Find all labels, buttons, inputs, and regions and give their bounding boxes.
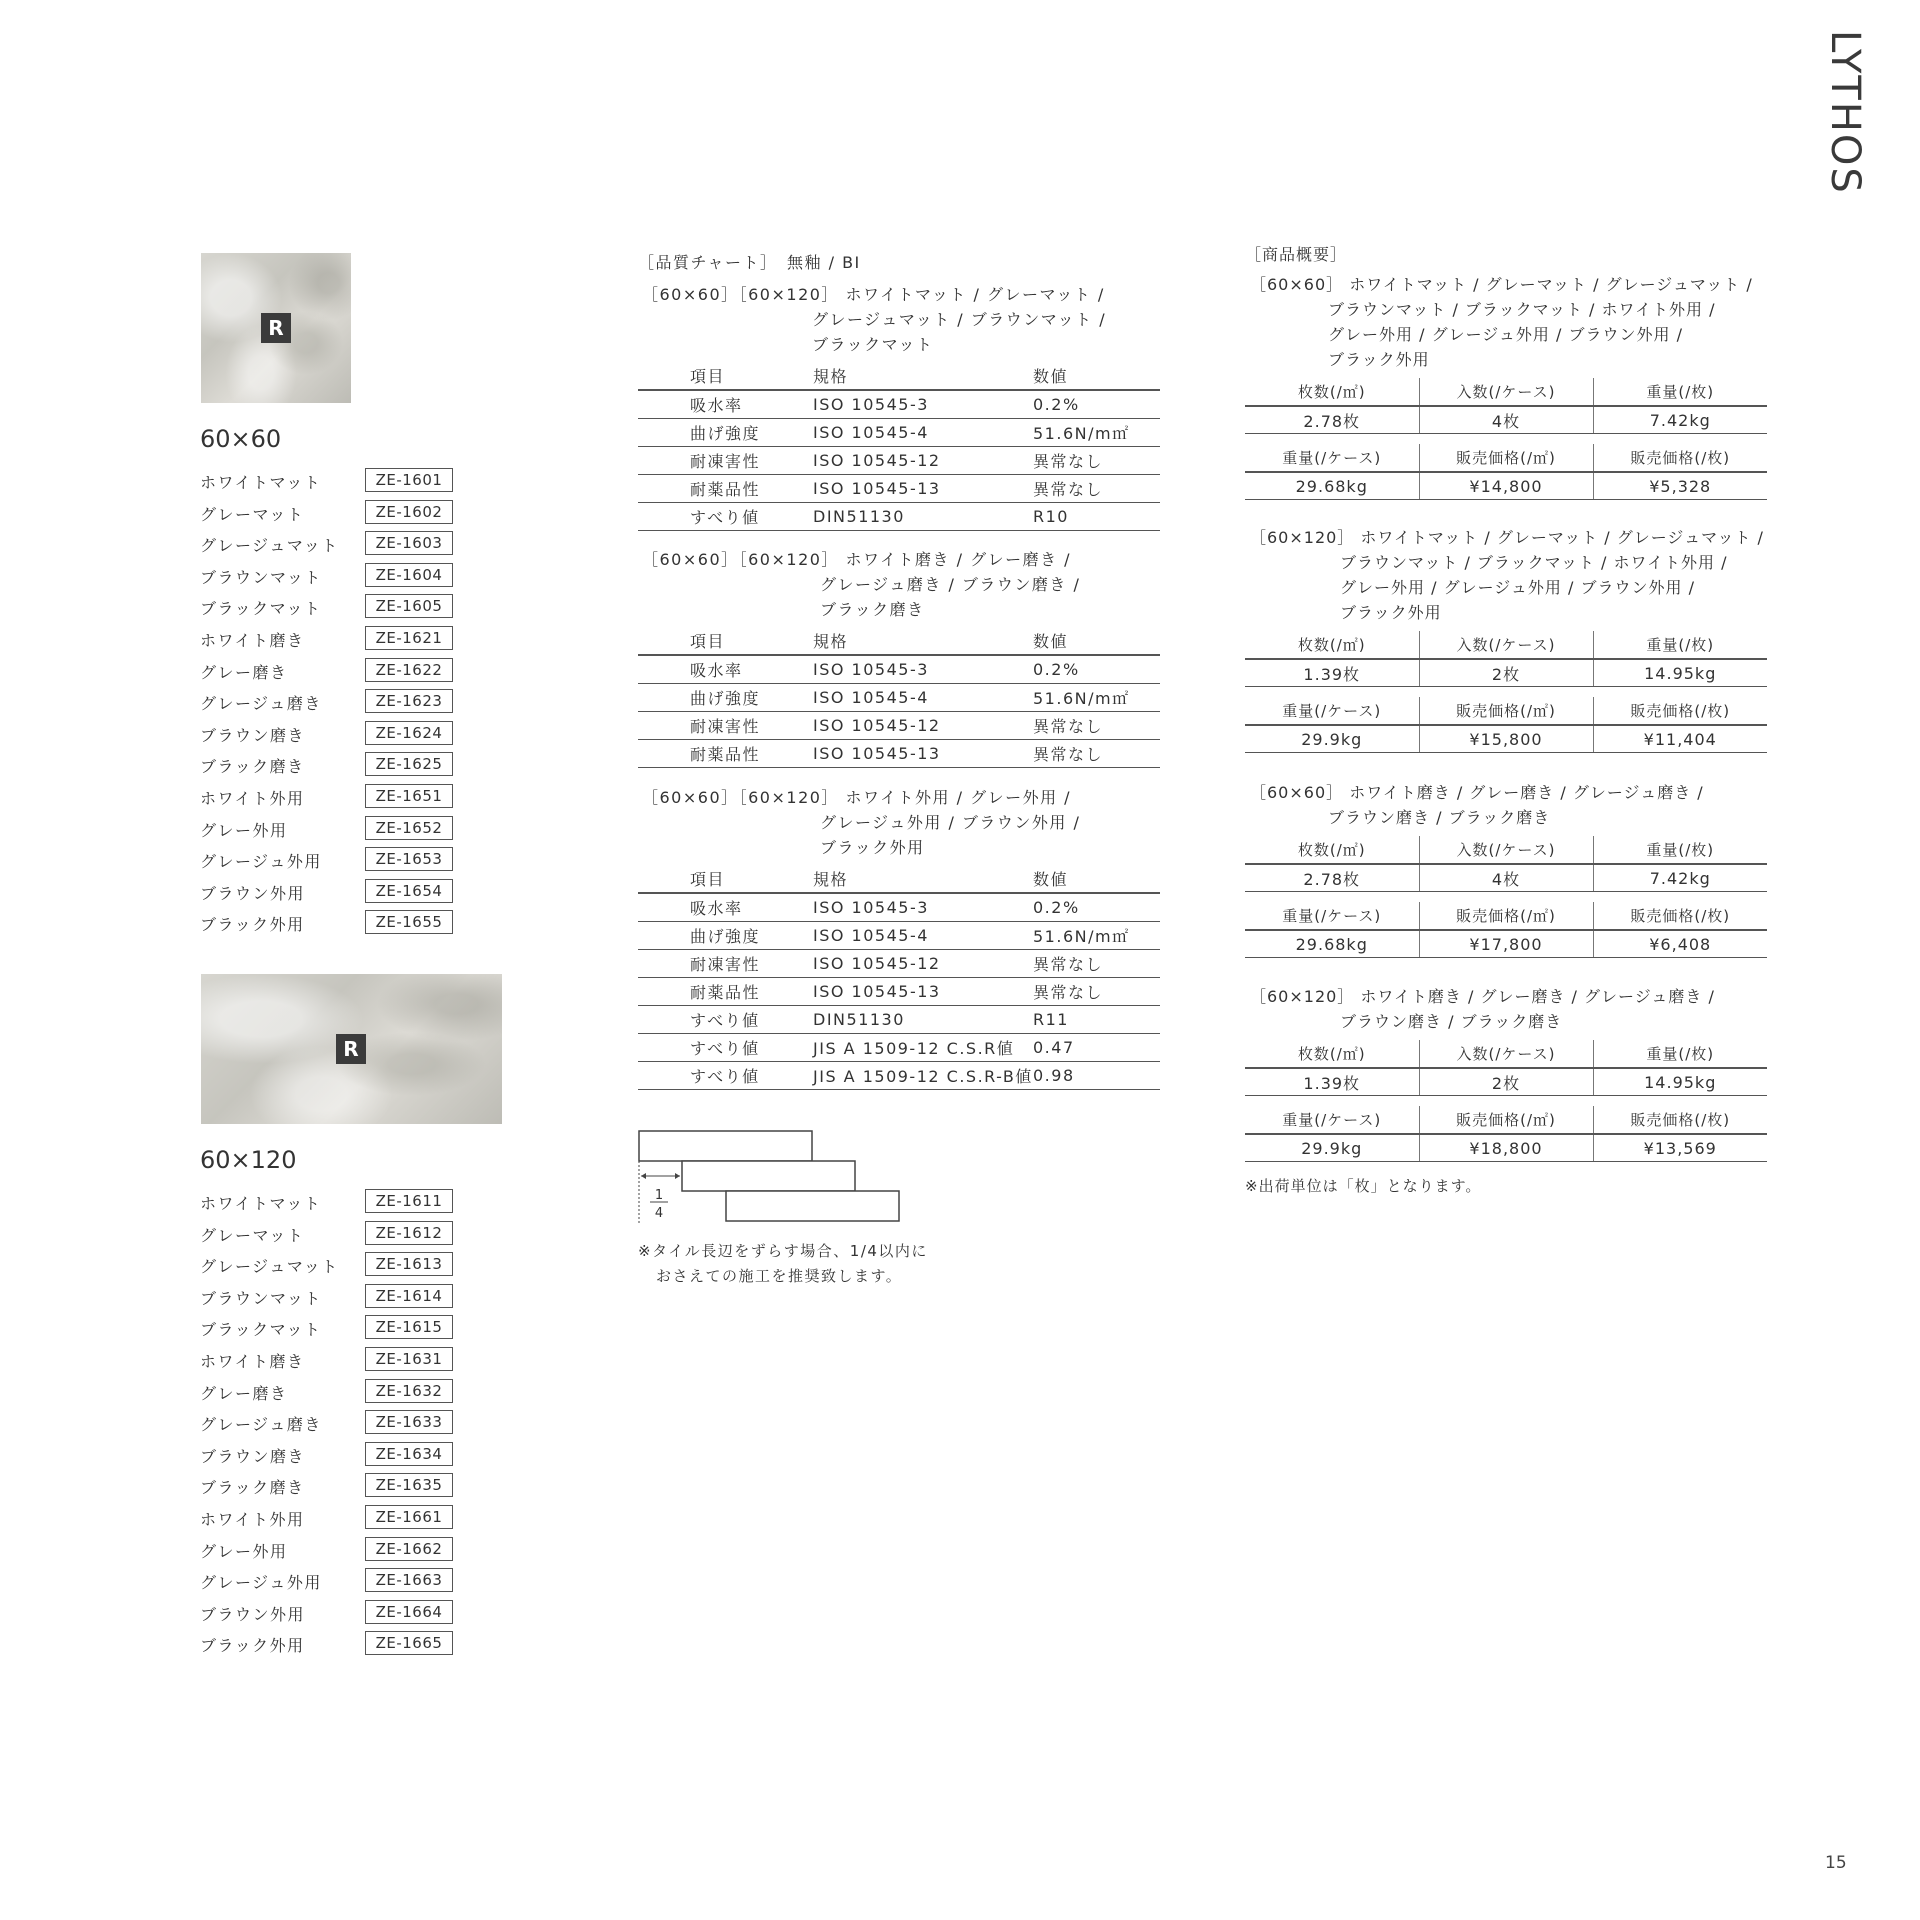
product-name: ブラックマット [200,599,322,619]
quality-row [638,978,1160,1006]
overview-value-cell: 14.95kg [1593,659,1767,687]
overview-value-row [1245,1134,1767,1162]
product-name: グレー磨き [200,662,288,682]
overview-value-cell: 29.9kg [1245,725,1419,753]
quality-cell: 耐凍害性 [638,950,813,978]
quality-cell: DIN51130 [813,503,1033,531]
stagger-note-line: おさえての施工を推奨致します。 [656,1267,903,1285]
quality-cell: 異常なし [1033,475,1160,503]
overview-spacer-cell [1419,434,1593,445]
product-code: ZE-1604 [365,563,453,587]
overview-header-row [1245,444,1767,472]
quality-cell: 51.6N/m㎡ [1033,684,1160,712]
product-code: ZE-1612 [365,1221,453,1245]
quality-cell: 異常なし [1033,740,1160,768]
quality-group-heading: グレージュ外用 / ブラウン外用 / [820,813,1081,832]
quality-cell: JIS A 1509-12 C.S.R-B値 [813,1062,1033,1090]
tile-stagger-diagram [638,1130,908,1225]
overview-header-row [1245,378,1767,406]
quality-row [638,712,1160,740]
quality-table [638,362,1160,531]
quality-row [638,419,1160,447]
product-code: ZE-1664 [365,1600,453,1624]
overview-group-heading: ブラック外用 [1328,350,1430,369]
product-code: ZE-1665 [365,1631,453,1655]
overview-header-cell: 入数(/ケース) [1419,836,1593,864]
page-number: 15 [1825,1853,1847,1873]
product-name: ブラックマット [200,1320,322,1340]
overview-header-cell: 販売価格(/㎡) [1419,902,1593,930]
shipping-unit-note: ※出荷単位は「枚」となります。 [1245,1177,1482,1195]
overview-value-cell: ¥6,408 [1593,930,1767,958]
overview-spacer-cell [1593,892,1767,903]
product-code: ZE-1634 [365,1442,453,1466]
overview-header-row [1245,1040,1767,1068]
overview-value-cell: 2枚 [1419,1068,1593,1096]
quality-cell: 耐凍害性 [638,447,813,475]
overview-header-cell: 重量(/枚) [1593,631,1767,659]
quality-cell: 吸水率 [638,893,813,922]
quality-cell: 曲げ強度 [638,419,813,447]
overview-value-cell: 7.42kg [1593,406,1767,434]
overview-header-cell: 販売価格(/㎡) [1419,697,1593,725]
quality-cell: 耐凍害性 [638,712,813,740]
product-name: ブラウン外用 [200,883,306,903]
overview-spacer-cell [1245,434,1419,445]
tile-shape [682,1161,855,1191]
quality-row [638,740,1160,768]
product-name: グレー外用 [200,820,288,840]
product-name: ブラウン磨き [200,725,306,745]
overview-spacer-cell [1419,1096,1593,1107]
overview-spacer-cell [1593,687,1767,698]
product-code: ZE-1603 [365,531,453,555]
overview-spacer [1245,687,1767,698]
overview-value-cell: 4枚 [1419,406,1593,434]
quality-cell: すべり値 [638,503,813,531]
quality-col-header: 規格 [813,627,1033,655]
r-badge: R [336,1034,366,1064]
overview-value-cell: 29.68kg [1245,472,1419,500]
overview-spacer-cell [1419,892,1593,903]
overview-spacer-cell [1419,687,1593,698]
quality-cell: 0.2% [1033,390,1160,419]
quality-row [638,922,1160,950]
overview-header-cell: 販売価格(/枚) [1593,902,1767,930]
quality-col-header: 規格 [813,362,1033,390]
tile-swatch-60x60 [201,253,351,403]
overview-value-row [1245,864,1767,892]
overview-group-heading: ブラウンマット / ブラックマット / ホワイト外用 / [1340,553,1728,572]
quality-row [638,1006,1160,1034]
overview-title: ［商品概要］ [1245,245,1348,264]
product-name: ブラック磨き [200,1478,305,1498]
quality-col-header: 数値 [1033,627,1160,655]
overview-header-cell: 枚数(/㎡) [1297,636,1366,654]
product-name: ブラウン磨き [200,1446,306,1466]
quality-cell: 耐薬品性 [638,978,813,1006]
quality-cell: ISO 10545-13 [813,740,1033,768]
quality-cell: 0.47 [1033,1034,1160,1062]
product-name: グレージュマット [200,536,339,556]
overview-header-cell: 重量(/枚) [1593,836,1767,864]
quality-cell: 耐薬品性 [638,740,813,768]
quality-row [638,390,1160,419]
overview-header-cell: 入数(/ケース) [1419,1040,1593,1068]
quality-col-header: 項目 [638,865,813,893]
quality-row [638,503,1160,531]
size-title-60x120: 60×120 [200,1146,297,1174]
overview-value-cell: 4枚 [1419,864,1593,892]
quality-cell: 曲げ強度 [638,922,813,950]
overview-table [1245,631,1767,753]
quality-table [638,865,1160,1090]
product-code: ZE-1632 [365,1379,453,1403]
quality-cell: ISO 10545-4 [813,922,1033,950]
quality-cell: 吸水率 [638,390,813,419]
quality-group-heading: グレージュマット / ブラウンマット / [812,310,1107,329]
product-name: ホワイト磨き [200,631,305,650]
overview-value-cell: 2.78枚 [1245,864,1419,892]
overview-header-cell: 重量(/ケース) [1282,907,1382,925]
tile-shape [639,1131,812,1161]
overview-spacer-cell [1245,892,1419,903]
product-code: ZE-1663 [365,1568,453,1592]
quality-cell: ISO 10545-12 [813,447,1033,475]
overview-group-heading: ［60×60］ ホワイト磨き / グレー磨き / グレージュ磨き / [1250,783,1704,802]
quality-cell: 吸水率 [638,655,813,684]
product-code: ZE-1635 [365,1473,453,1497]
product-code: ZE-1611 [365,1189,453,1213]
quality-col-header: 項目 [638,362,813,390]
overview-spacer-cell [1245,687,1419,698]
overview-spacer-cell [1245,1096,1419,1107]
quality-col-header: 項目 [638,627,813,655]
brand-title: LYTHOS [1822,30,1868,195]
product-name: ホワイト外用 [200,789,305,808]
overview-value-cell: ¥5,328 [1593,472,1767,500]
quality-row [638,684,1160,712]
overview-header-cell: 重量(/枚) [1593,378,1767,406]
quality-cell: ISO 10545-3 [813,655,1033,684]
quality-group-heading: ブラック外用 [820,838,925,857]
product-name: グレージュ外用 [200,1573,322,1593]
quality-group-heading: ブラックマット [812,335,934,354]
product-name: グレーマット [200,1225,305,1245]
product-code: ZE-1654 [365,879,453,903]
overview-table [1245,1040,1767,1162]
overview-value-row [1245,930,1767,958]
quality-cell: 異常なし [1033,447,1160,475]
overview-spacer [1245,1096,1767,1107]
product-code: ZE-1601 [365,468,453,492]
product-code: ZE-1625 [365,752,453,776]
quality-table [638,627,1160,768]
product-name: ブラウン外用 [200,1604,306,1624]
overview-header-cell: 入数(/ケース) [1419,378,1593,406]
product-code: ZE-1651 [365,784,453,808]
quality-row [638,475,1160,503]
size-title-60x60: 60×60 [200,425,282,453]
overview-table [1245,378,1767,500]
overview-spacer-cell [1593,1096,1767,1107]
overview-header-cell: 販売価格(/枚) [1593,444,1767,472]
quality-cell: ISO 10545-13 [813,978,1033,1006]
overview-header-cell: 販売価格(/㎡) [1419,444,1593,472]
overview-value-cell: 7.42kg [1593,864,1767,892]
quality-cell: 耐薬品性 [638,475,813,503]
overview-table [1245,836,1767,958]
quality-cell: 曲げ強度 [638,684,813,712]
product-code: ZE-1605 [365,594,453,618]
quality-row [638,655,1160,684]
quality-group-heading: ブラック磨き [820,600,925,619]
quality-cell: 異常なし [1033,712,1160,740]
fraction-numerator: 1 [654,1188,664,1203]
quality-cell: 0.98 [1033,1062,1160,1090]
overview-value-row [1245,1068,1767,1096]
quality-cell: 0.2% [1033,655,1160,684]
product-name: ホワイト磨き [200,1352,305,1371]
overview-group-heading: グレー外用 / グレージュ外用 / ブラウン外用 / [1340,578,1695,597]
product-name: グレージュ磨き [200,694,322,714]
quality-cell: すべり値 [638,1006,813,1034]
overview-value-row [1245,406,1767,434]
product-name: ブラック磨き [200,757,305,777]
quality-cell: ISO 10545-3 [813,390,1033,419]
quality-chart-title: ［品質チャート］ 無釉 / BⅠ [638,253,861,272]
overview-header-cell: 販売価格(/枚) [1593,1106,1767,1134]
overview-header-cell: 重量(/枚) [1593,1040,1767,1068]
overview-value-cell: 1.39枚 [1245,659,1419,687]
quality-cell: すべり値 [638,1034,813,1062]
product-name: グレージュ外用 [200,852,322,872]
overview-header-cell: 枚数(/㎡) [1297,841,1366,859]
overview-group-heading: ブラウンマット / ブラックマット / ホワイト外用 / [1328,300,1716,319]
overview-group-heading: ブラウン磨き / ブラック磨き [1340,1012,1563,1031]
overview-header-cell: 重量(/ケース) [1282,1111,1382,1129]
quality-col-header: 数値 [1033,362,1160,390]
overview-header-row [1245,902,1767,930]
product-code: ZE-1613 [365,1252,453,1276]
overview-group-heading: ［60×60］ ホワイトマット / グレーマット / グレージュマット / [1250,275,1753,294]
stagger-note-line: ※タイル長辺をずらす場合、1/4以内に [638,1242,928,1260]
product-code: ZE-1614 [365,1284,453,1308]
overview-value-cell: 2枚 [1419,659,1593,687]
product-name: グレージュマット [200,1257,339,1277]
overview-header-row [1245,631,1767,659]
overview-header-cell: 重量(/ケース) [1282,449,1382,467]
quality-col-header: 数値 [1033,865,1160,893]
product-code: ZE-1631 [365,1347,453,1371]
overview-header-cell: 枚数(/㎡) [1297,1045,1366,1063]
overview-value-row [1245,659,1767,687]
overview-header-cell: 販売価格(/㎡) [1419,1106,1593,1134]
product-code: ZE-1661 [365,1505,453,1529]
overview-value-cell: 29.9kg [1245,1134,1419,1162]
product-code: ZE-1622 [365,658,453,682]
overview-spacer [1245,434,1767,445]
quality-cell: ISO 10545-4 [813,419,1033,447]
product-code: ZE-1655 [365,910,453,934]
overview-spacer [1245,892,1767,903]
overview-value-cell: ¥18,800 [1419,1134,1593,1162]
product-name: ホワイトマット [200,1194,322,1213]
quality-group-heading: ［60×60］［60×120］ ホワイト磨き / グレー磨き / [642,550,1072,569]
product-code: ZE-1662 [365,1537,453,1561]
overview-value-cell: ¥17,800 [1419,930,1593,958]
quality-cell: ISO 10545-12 [813,712,1033,740]
quality-row [638,893,1160,922]
overview-group-heading: ［60×120］ ホワイトマット / グレーマット / グレージュマット / [1250,528,1764,547]
overview-spacer-cell [1593,434,1767,445]
quality-group-heading: グレージュ磨き / ブラウン磨き / [820,575,1081,594]
product-code: ZE-1623 [365,689,453,713]
overview-value-cell: 29.68kg [1245,930,1419,958]
overview-value-cell: 1.39枚 [1245,1068,1419,1096]
product-name: ホワイト外用 [200,1510,305,1529]
quality-cell: すべり値 [638,1062,813,1090]
product-name: ブラック外用 [200,915,305,935]
overview-value-cell: 14.95kg [1593,1068,1767,1096]
overview-header-cell: 重量(/ケース) [1282,702,1382,720]
product-code: ZE-1624 [365,721,453,745]
quality-group-heading: ［60×60］［60×120］ ホワイトマット / グレーマット / [642,285,1105,304]
quality-cell: 異常なし [1033,978,1160,1006]
quality-cell: ISO 10545-3 [813,893,1033,922]
quality-col-header: 規格 [813,865,1033,893]
quality-cell: ISO 10545-12 [813,950,1033,978]
quality-cell: 異常なし [1033,950,1160,978]
product-name: グレーマット [200,504,305,524]
quality-cell: JIS A 1509-12 C.S.R値 [813,1034,1033,1062]
quality-row [638,950,1160,978]
product-code: ZE-1615 [365,1315,453,1339]
quality-row [638,447,1160,475]
overview-value-cell: ¥15,800 [1419,725,1593,753]
quality-cell: DIN51130 [813,1006,1033,1034]
overview-value-row [1245,472,1767,500]
quality-cell: R10 [1033,503,1160,531]
product-code: ZE-1602 [365,500,453,524]
r-badge: R [261,313,291,343]
overview-header-cell: 枚数(/㎡) [1297,383,1366,401]
overview-value-cell: ¥13,569 [1593,1134,1767,1162]
overview-value-cell: ¥11,404 [1593,725,1767,753]
product-name: グレージュ磨き [200,1415,322,1435]
product-code: ZE-1621 [365,626,453,650]
product-name: グレー磨き [200,1383,288,1403]
overview-value-cell: 2.78枚 [1245,406,1419,434]
quality-cell: ISO 10545-4 [813,684,1033,712]
product-name: ブラウンマット [200,1288,322,1308]
overview-group-heading: ブラウン磨き / ブラック磨き [1328,808,1551,827]
quality-group-heading: ［60×60］［60×120］ ホワイト外用 / グレー外用 / [642,788,1072,807]
overview-group-heading: ［60×120］ ホワイト磨き / グレー磨き / グレージュ磨き / [1250,987,1715,1006]
overview-header-row [1245,697,1767,725]
overview-group-heading: ブラック外用 [1340,603,1442,622]
overview-header-row [1245,836,1767,864]
quality-row [638,1062,1160,1090]
quality-cell: 51.6N/m㎡ [1033,419,1160,447]
quality-cell: 51.6N/m㎡ [1033,922,1160,950]
product-name: ブラウンマット [200,567,322,587]
product-code: ZE-1653 [365,847,453,871]
overview-value-row [1245,725,1767,753]
product-name: ブラック外用 [200,1636,305,1656]
product-name: グレー外用 [200,1541,288,1561]
product-name: ホワイトマット [200,473,322,492]
quality-cell: R11 [1033,1006,1160,1034]
overview-header-cell: 入数(/ケース) [1419,631,1593,659]
product-code: ZE-1652 [365,816,453,840]
quality-cell: ISO 10545-13 [813,475,1033,503]
tile-swatch-60x120 [201,974,502,1124]
overview-value-cell: ¥14,800 [1419,472,1593,500]
fraction-denominator: 4 [654,1206,664,1221]
quality-row [638,1034,1160,1062]
quality-cell: 0.2% [1033,893,1160,922]
overview-header-row [1245,1106,1767,1134]
product-code: ZE-1633 [365,1410,453,1434]
overview-header-cell: 販売価格(/枚) [1593,697,1767,725]
overview-group-heading: グレー外用 / グレージュ外用 / ブラウン外用 / [1328,325,1683,344]
tile-shape [726,1191,899,1221]
